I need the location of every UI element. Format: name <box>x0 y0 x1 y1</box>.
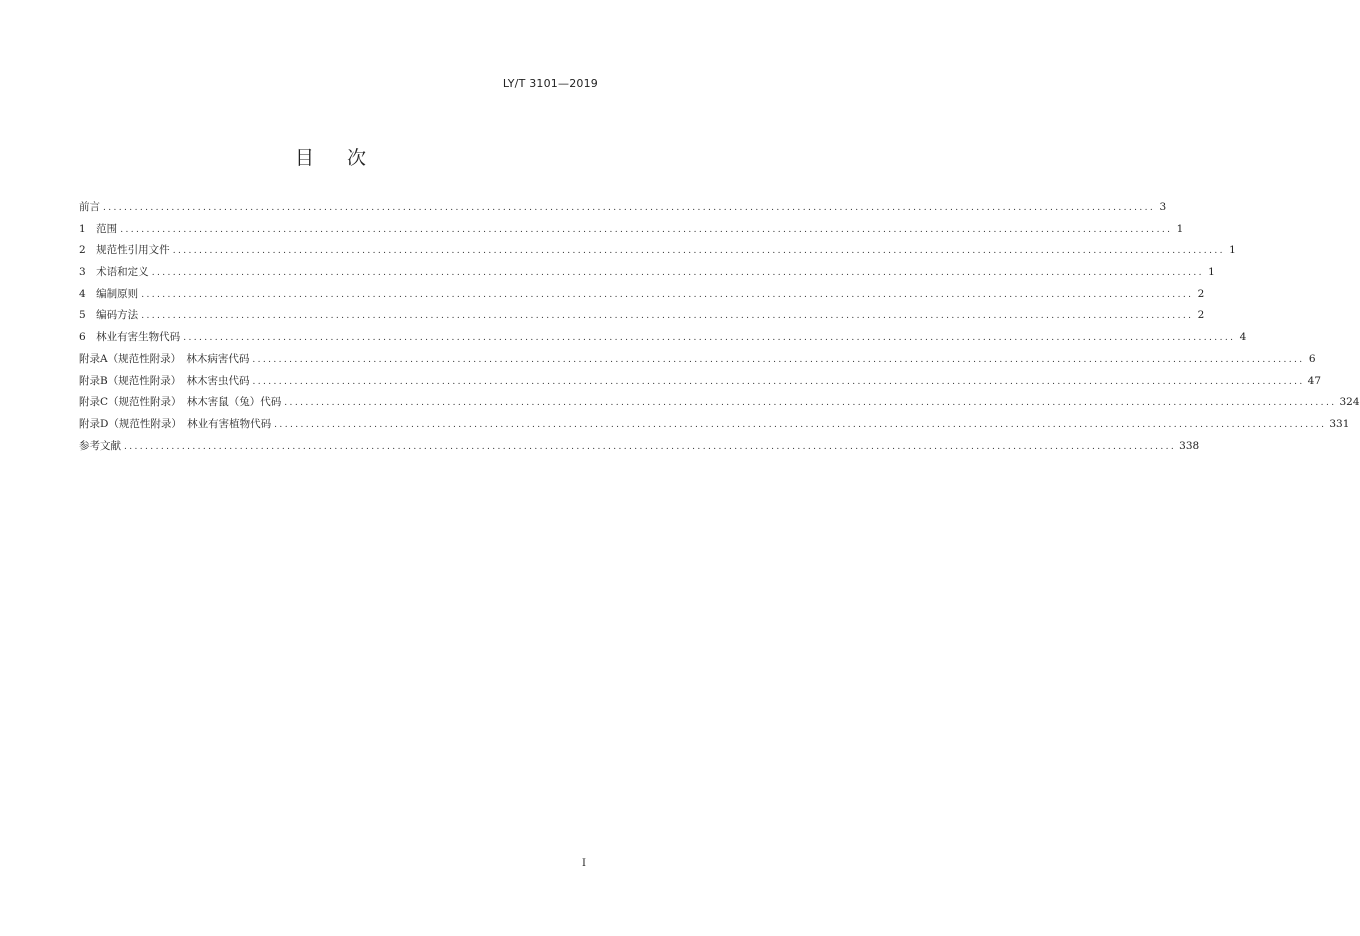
toc-entry-pest-codes[interactable] <box>79 327 1247 349</box>
toc-entry-label: 4 编制原则 <box>79 287 139 300</box>
toc-entry-scope[interactable] <box>79 219 1184 241</box>
toc-entry-page: 2 <box>1197 309 1205 322</box>
table-of-contents <box>79 197 1360 457</box>
toc-entry-page: 3 <box>1159 201 1167 213</box>
standard-code: LY/T 3101—2019 <box>502 77 598 90</box>
toc-leader-dots: ........................................................................................................................................................................................................ <box>252 376 1305 387</box>
toc-entry-appendix-b[interactable] <box>79 371 1322 393</box>
toc-leader-dots: ........................................................................................................................................................................................................ <box>274 419 1327 430</box>
toc-entry-page: 2 <box>1197 287 1205 300</box>
toc-entry-page: 6 <box>1308 352 1316 365</box>
toc-leader-dots: ........................................................................................................................................................................................................ <box>172 246 1225 257</box>
toc-entry-label: 参考文献 <box>79 439 121 452</box>
title-char: 目 <box>294 147 315 169</box>
toc-entry-coding-method[interactable] <box>79 305 1205 327</box>
toc-entry-label: 5 编码方法 <box>79 309 139 322</box>
toc-entry-page: 1 <box>1229 244 1236 257</box>
toc-leader-dots: ........................................................................................................................................................................................................ <box>141 289 1194 300</box>
toc-leader-dots: ........................................................................................................................................................................................................ <box>252 354 1305 365</box>
toc-entry-appendix-d[interactable] <box>79 414 1350 436</box>
toc-entry-page: 47 <box>1307 374 1322 387</box>
toc-entry-bibliography[interactable] <box>79 436 1200 458</box>
toc-entry-page: 324 <box>1339 396 1360 409</box>
toc-entry-label: 6 林业有害生物代码 <box>79 331 181 344</box>
toc-entry-terms-definitions[interactable] <box>79 262 1215 284</box>
toc-entry-page: 4 <box>1239 331 1247 344</box>
toc-leader-dots: ........................................................................................................................................................................................................ <box>124 441 1177 452</box>
toc-entry-normative-references[interactable] <box>79 240 1236 262</box>
page-number: I <box>582 858 586 869</box>
toc-entry-appendix-a[interactable] <box>79 349 1316 371</box>
toc-entry-label: 1 范围 <box>79 222 118 235</box>
toc-entry-label: 前言 <box>79 201 100 213</box>
toc-entry-foreword[interactable] <box>79 197 1167 219</box>
toc-entry-label: 附录A（规范性附录） 林木病害代码 <box>79 352 250 365</box>
toc-leader-dots: ........................................................................................................................................................................................................ <box>103 203 1156 213</box>
toc-entry-appendix-c[interactable] <box>79 392 1360 414</box>
toc-entry-label: 附录D（规范性附录） 林业有害植物代码 <box>79 417 272 430</box>
toc-entry-label: 附录C（规范性附录） 林木害鼠（兔）代码 <box>79 396 282 409</box>
toc-leader-dots: ........................................................................................................................................................................................................ <box>141 311 1194 322</box>
toc-leader-dots: ........................................................................................................................................................................................................ <box>120 224 1173 235</box>
toc-entry-label: 3 术语和定义 <box>79 266 149 279</box>
page-title <box>0 143 662 170</box>
toc-leader-dots: ........................................................................................................................................................................................................ <box>284 398 1337 409</box>
toc-leader-dots: ........................................................................................................................................................................................................ <box>183 333 1236 344</box>
toc-entry-page: 1 <box>1208 266 1215 279</box>
toc-entry-label: 2 规范性引用文件 <box>79 244 170 257</box>
toc-leader-dots: ........................................................................................................................................................................................................ <box>151 268 1204 279</box>
toc-entry-page: 331 <box>1329 417 1350 430</box>
title-char: 次 <box>347 147 368 169</box>
toc-entry-compilation-principles[interactable] <box>79 284 1205 306</box>
toc-entry-page: 338 <box>1179 439 1200 452</box>
toc-entry-page: 1 <box>1176 222 1184 235</box>
toc-entry-label: 附录B（规范性附录） 林木害虫代码 <box>79 374 250 387</box>
